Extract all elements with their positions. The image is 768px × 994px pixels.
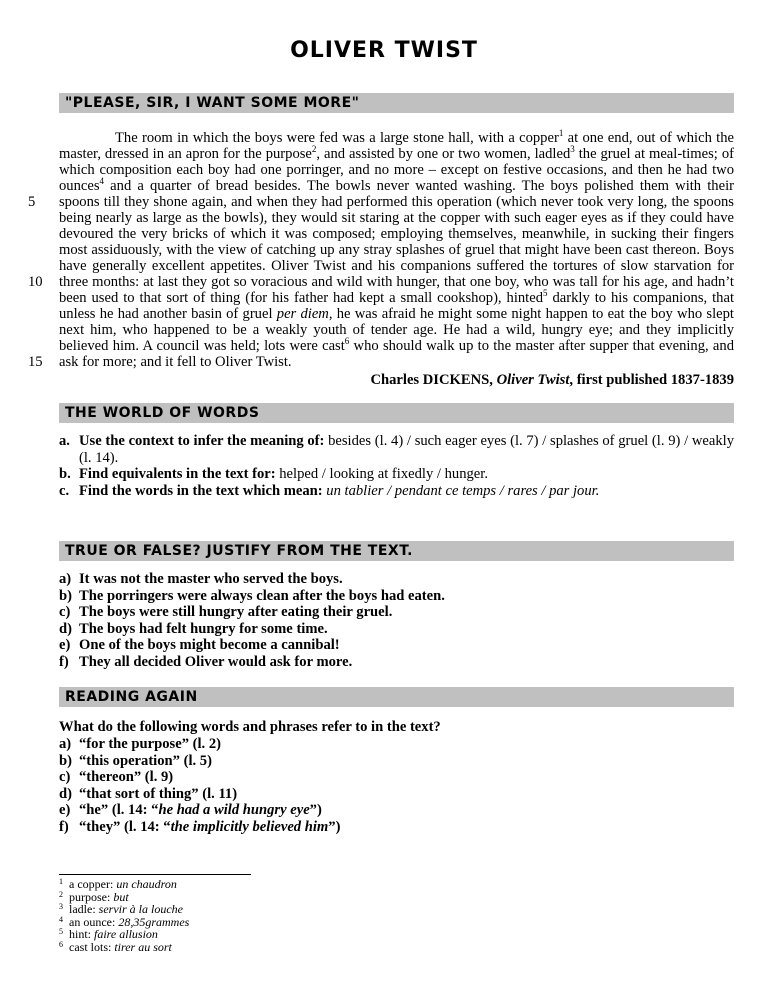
line-number: 10 [28,274,43,290]
line-number: 5 [28,194,36,210]
vocabulary-tasks [59,433,734,499]
list-item: c. Find the words in the text which mean: un tablier / pendant ce temps / rares / par jour. [59,482,600,499]
footnote: 5 hint: faire allusion [59,927,158,941]
list-item: d) “that sort of thing” (l. 11) [59,785,238,802]
section-heading-world-of-words: THE WORLD OF WORDS [59,403,734,423]
page-title: OLIVER TWIST [290,38,478,63]
footnote: 4 an ounce: 28,35grammes [59,914,190,929]
passage [59,130,734,370]
section-heading-reading-again: READING AGAIN [59,687,734,707]
list-item: a) “for the purpose” (l. 2) [59,736,222,752]
section-heading-true-or-false: TRUE OR FALSE? JUSTIFY FROM THE TEXT. [59,541,734,561]
list-item: f) They all decided Oliver would ask for more. [59,653,353,670]
line-number: 15 [28,354,43,370]
footnote: 3 ladle: servir à la louche [59,902,183,916]
true-false-list [59,571,734,670]
footnote: 2 purpose: but [59,889,129,904]
list-item: c) “thereon” (l. 9) [59,769,174,785]
list-item: b) “this operation” (l. 5) [59,752,212,769]
footnote: 1 a copper: un chaudron [59,877,177,891]
footnote: 6 cast lots: tirer au sort [59,939,172,954]
list-item: a) It was not the master who served the boys. [59,571,343,587]
list-item: b) The porringers were always clean after the boys had eaten. [59,587,445,604]
list-item: d) The boys had felt hungry for some time. [59,620,328,637]
list-item: e) “he” (l. 14: “he had a wild hungry eye”) [59,802,322,818]
footnote-divider [59,874,251,875]
list-item: c) The boys were still hungry after eating their gruel. [59,604,393,620]
passage-paragraph: The room in which the boys were fed was a large stone hall, with a copper$^1$ at one end, out of which the master, dressed in an apron for the purpose$^2$, and assisted by one or two women, ladled$^3$ the gruel at meal-times; of which composition each boy had one porringer, and no more – except on festive occasions, and then he had two ounces$^4$ and a quarter of bread besides. The bowls never wanted washing. The boys polished them with their spoons till they shone again, and when they had performed this operation (which never took very long, the spoons being nearly as large as the bowls), they would sit staring at the copper with such eager eyes as if they could have devoured the very bricks of which it was composed; employing themselves, meanwhile, in sucking their fingers most assiduously, with the view of catching up any stray splashes of gruel that might have been cast thereon. Boys have generally excellent appetites. Oliver Twist and his companions suffered the tortures of slow starvation for three months: at last they got so voracious and wild with hunger, that one boy, who was tall for his age, and hadn’t been used to that sort of thing (for his father had kept a small cookshop), hinted$^5$ darkly to his companions, that unless he had another basin of gruel per diem, he was afraid he might some night happen to eat the boy who slept next him, who happened to be a weakly youth of tender age. He had a wild, hungry eye; and they implicitly believed him. A council was held; lots were cast$^6$ who should walk up to the master after supper that evening, and ask for more; and it fell to Oliver Twist. [59,128,734,370]
section-heading-please-sir: "PLEASE, SIR, I WANT SOME MORE" [59,93,734,113]
list-item: f) “they” (l. 14: “the implicitly believed him”) [59,818,341,835]
source-citation: Charles DICKENS, Oliver Twist, first published 1837-1839 [370,372,734,388]
reading-again-intro: What do the following words and phrases refer to in the text? [59,719,441,735]
list-item: a. Use the context to infer the meaning of: besides (l. 4) / such eager eyes (l. 7) / splashes of gruel (l. 9) / weakly (l. 14). [59,433,734,466]
list-item: b. Find equivalents in the text for: helped / looking at fixedly / hunger. [59,466,488,482]
footnotes [59,878,189,953]
list-item: e) One of the boys might become a cannibal! [59,637,340,653]
reference-questions [59,736,734,835]
